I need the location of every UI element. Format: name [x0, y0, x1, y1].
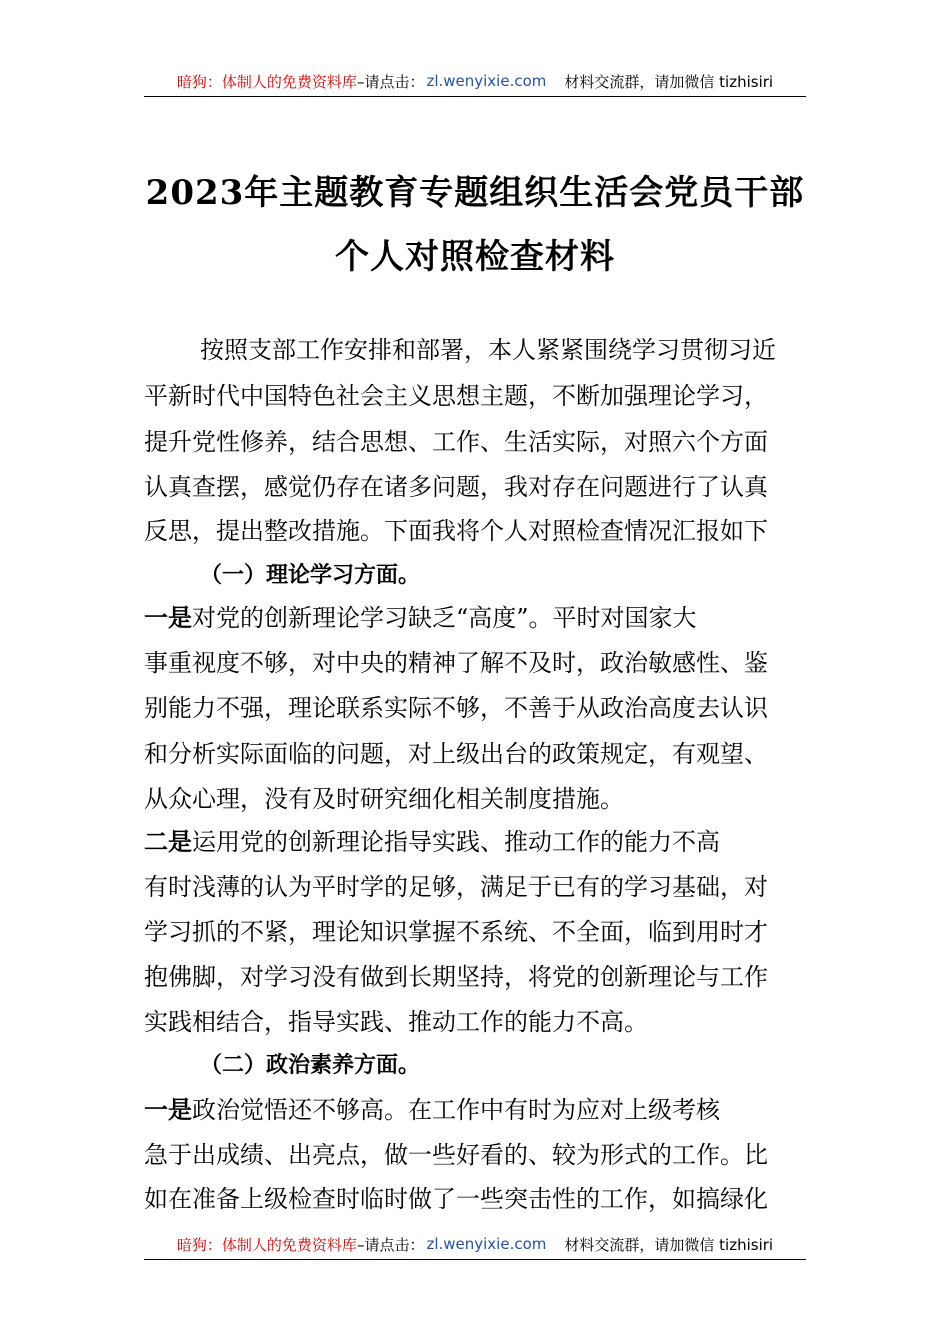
wechat-note: 材料交流群，请加微信 tizhisiri [564, 72, 774, 91]
s1-item2-line-4: 抱佛脚，对学习没有做到长期坚持，将党的创新理论与工作 [144, 963, 768, 991]
document-title-line-1: 2023年主题教育专题组织生活会党员干部 [145, 173, 805, 213]
s1-item1-line-1 [144, 603, 806, 633]
footer-click-prompt: –请点击： [356, 1235, 425, 1254]
s1-item1-line-3: 别能力不强，理论联系实际不够，不善于从政治高度去认识 [144, 694, 768, 722]
s2-item1-lead: 一是 [144, 1095, 192, 1124]
s1-item1-line-2: 事重视度不够，对中央的精神了解不及时，政治敏感性、鉴 [144, 649, 768, 677]
s1-item2-lead: 二是 [144, 827, 192, 856]
click-prompt: –请点击： [356, 72, 425, 91]
s2-item1-line-2: 急于出成绩、出亮点，做一些好看的、较为形式的工作。比 [144, 1141, 768, 1169]
s1-item1-line-5: 从众心理，没有及时研究细化相关制度措施。 [144, 785, 624, 813]
intro-line-4: 认真查摆，感觉仍存在诸多问题，我对存在问题进行了认真 [144, 473, 768, 501]
s1-item2-line-3: 学习抓的不紧，理论知识掌握不系统、不全面，临到用时才 [144, 918, 768, 946]
header-banner [144, 66, 806, 97]
document-title-line-2: 个人对照检查材料 [335, 237, 615, 277]
s1-item1-text: 对党的创新理论学习缺乏“高度”。平时对国家大 [192, 604, 697, 632]
intro-line-2: 平新时代中国特色社会主义思想主题，不断加强理论学习， [144, 382, 768, 410]
s1-item2-line-2: 有时浅薄的认为平时学的足够，满足于已有的学习基础，对 [144, 873, 768, 901]
section-heading-theory: （一）理论学习方面。 [200, 562, 421, 588]
footer-wechat-note: 材料交流群，请加微信 tizhisiri [564, 1235, 774, 1254]
footer-site-name: 暗狗：体制人的免费资料库 [176, 1235, 357, 1254]
s1-item1-line-4: 和分析实际面临的问题，对上级出台的政策规定，有观望、 [144, 740, 768, 768]
intro-line-1: 按照支部工作安排和部署，本人紧紧围绕学习贯彻习近 [200, 336, 776, 364]
s1-item2-text: 运用党的创新理论指导实践、推动工作的能力不高 [192, 828, 720, 856]
intro-line-3: 提升党性修养，结合思想、工作、生活实际，对照六个方面 [144, 428, 768, 456]
s2-item1-line-1 [144, 1095, 806, 1125]
site-link[interactable]: zl.wenyixie.com [426, 72, 547, 90]
footer-banner [144, 1229, 806, 1260]
site-name: 暗狗：体制人的免费资料库 [176, 72, 357, 91]
section-heading-politics: （二）政治素养方面。 [200, 1052, 421, 1078]
intro-line-5: 反思，提出整改措施。下面我将个人对照检查情况汇报如下 [144, 517, 768, 545]
footer-site-link[interactable]: zl.wenyixie.com [426, 1235, 547, 1253]
s2-item1-text: 政治觉悟还不够高。在工作中有时为应对上级考核 [192, 1096, 720, 1124]
s2-item1-line-3: 如在准备上级检查时临时做了一些突击性的工作，如搞绿化 [144, 1185, 768, 1213]
s1-item2-line-5: 实践相结合，指导实践、推动工作的能力不高。 [144, 1008, 648, 1036]
s1-item2-line-1 [144, 827, 806, 857]
s1-item1-lead: 一是 [144, 603, 192, 632]
